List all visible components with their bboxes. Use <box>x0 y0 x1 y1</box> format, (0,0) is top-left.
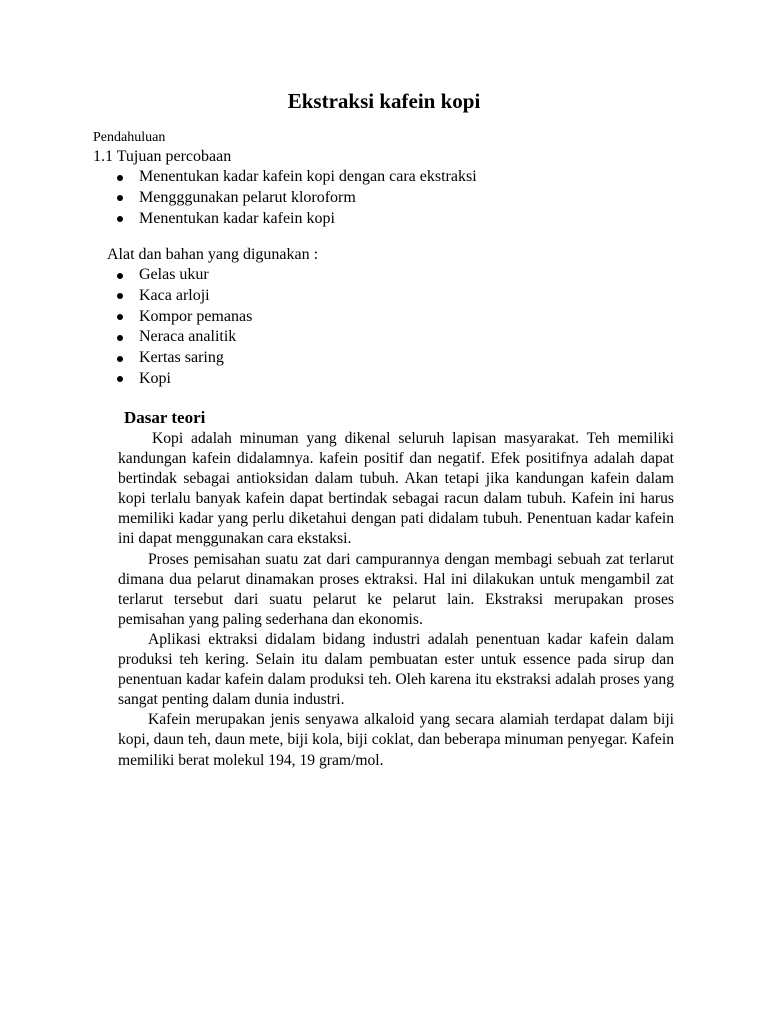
intro-label: Pendahuluan <box>93 130 166 145</box>
tool-item: Kompor pemanas <box>116 307 252 328</box>
theory-body <box>118 429 674 771</box>
tool-item: Kopi <box>116 369 252 390</box>
tool-item: Gelas ukur <box>116 265 252 286</box>
tool-item: Kertas saring <box>116 348 252 369</box>
theory-paragraph: Aplikasi ektraksi didalam bidang industri adalah penentuan kadar kafein dalam produksi teh kering. Selain itu dalam pembuatan ester untuk essence pada sirup dan penentuan kadar kafein dalam produksi teh. Oleh karena itu ekstraksi adalah proses yang sangat penting dalam dunia industri. <box>118 630 674 709</box>
goals-heading: 1.1 Tujuan percobaan <box>93 148 232 165</box>
theory-heading: Dasar teori <box>124 408 206 427</box>
goals-list <box>116 167 477 229</box>
theory-paragraph: Kafein merupakan jenis senyawa alkaloid yang secara alamiah terdapat dalam biji kopi, daun teh, daun mete, biji kola, biji coklat, dan beberapa minuman penyegar. Kafein memiliki berat molekul 194, 19 gram/mol. <box>118 711 674 769</box>
theory-paragraph: Kopi adalah minuman yang dikenal seluruh lapisan masyarakat. Teh memiliki kandungan kafein didalamnya. kafein positif dan negatif. Efek positifnya adalah dapat bertindak sebagai antioksidan dalam tubuh. Akan tetapi jika kandungan kafein dalam kopi terlalu banyak kafein dapat bertindak sebagai racun dalam tubuh. Kafein ini harus memiliki kadar yang perlu diketahui dengan pati didalam tubuh. Penentuan kadar kafein ini dapat menggunakan cara ekstaksi. <box>118 430 674 548</box>
theory-paragraph: Proses pemisahan suatu zat dari campurannya dengan membagi sebuah zat terlarut dimana dua pelarut dinamakan proses ektraksi. Hal ini dilakukan untuk mengambil zat terlarut tersebut dari suatu pelarut ke pelarut lain. Ekstraksi merupakan proses pemisahan yang paling sederhana dan ekonomis. <box>118 550 674 628</box>
tool-item: Kaca arloji <box>116 286 252 307</box>
tools-list <box>116 265 252 390</box>
goal-item: Mengggunakan pelarut kloroform <box>116 188 477 209</box>
goal-item: Menentukan kadar kafein kopi dengan cara ekstraksi <box>116 167 477 188</box>
goal-item: Menentukan kadar kafein kopi <box>116 209 477 230</box>
tool-item: Neraca analitik <box>116 327 252 348</box>
tools-heading: Alat dan bahan yang digunakan : <box>107 246 319 263</box>
document-title: Ekstraksi kafein kopi <box>287 89 481 113</box>
